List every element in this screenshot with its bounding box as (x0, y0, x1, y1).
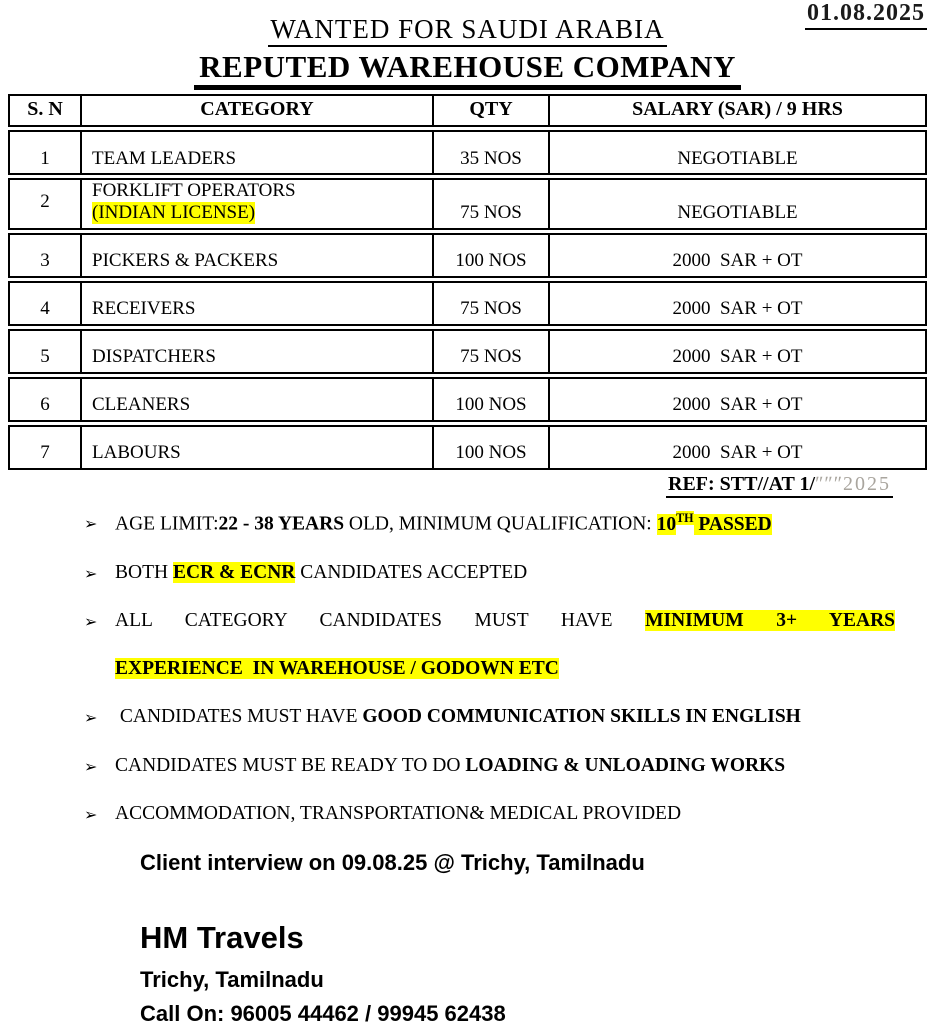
cell-serial: 7 (40, 442, 50, 464)
cell-category (80, 379, 432, 420)
bullet-arrow-icon: ➢ (84, 756, 98, 776)
bullet-line (115, 609, 895, 632)
cell-serial: 1 (40, 147, 50, 169)
cell-qty: 75 NOS (432, 331, 548, 372)
interview-line: Client interview on 09.08.25 @ Trichy, Tamilnadu (140, 850, 645, 876)
bullet-segment: AGE LIMIT: (115, 513, 219, 535)
bullet-line (115, 802, 895, 825)
bullet-arrow-icon: ➢ (84, 514, 98, 534)
bullet-text (115, 609, 895, 680)
table-header-cell: SALARY (SAR) / 9 HRS (548, 96, 925, 125)
bullet-list (84, 511, 895, 825)
bullet-item (84, 561, 895, 584)
table-row (8, 329, 927, 374)
bullet-segment: CANDIDATES MUST BE READY TO DO (115, 754, 466, 776)
bullet-text (115, 511, 895, 536)
footer (140, 850, 935, 1027)
bullet-line (115, 561, 895, 584)
table-row (8, 281, 927, 326)
cell-serial: 2 (40, 191, 50, 213)
table-row (8, 377, 927, 422)
bullet-text (115, 754, 895, 777)
cell-qty: 75 NOS (432, 283, 548, 324)
ref-visible: REF: STT//AT 1/ (668, 473, 816, 496)
cell-category (80, 283, 432, 324)
cell-category (80, 132, 432, 173)
cell-salary: NEGOTIABLE (548, 180, 925, 228)
table-header-row (8, 94, 927, 127)
cell-salary: 2000 SAR + OT (548, 379, 925, 420)
bullet-segment: ACCOMMODATION, TRANSPORTATION& MEDICAL PROVIDED (115, 802, 682, 824)
date-stamp: 01.08.2025 (805, 0, 927, 30)
cell-category (80, 235, 432, 276)
bullet-segment: BOTH (115, 561, 173, 583)
cell-salary: 2000 SAR + OT (548, 283, 925, 324)
cell-qty: 100 NOS (432, 235, 548, 276)
bullet-item (84, 705, 895, 728)
bullet-text (115, 561, 895, 584)
cell-qty: 35 NOS (432, 132, 548, 173)
cell-qty: 100 NOS (432, 379, 548, 420)
cell-category (80, 180, 432, 228)
bullet-line (115, 754, 895, 777)
category-name: DISPATCHERS (92, 346, 216, 368)
cell-serial: 3 (40, 250, 50, 272)
cell-salary: 2000 SAR + OT (548, 235, 925, 276)
table-header-cell: S. N (27, 98, 63, 121)
bullet-segment: MINIMUM 3+ YEARS (645, 610, 895, 632)
bullet-segment: 10 (656, 513, 677, 535)
cell-salary: 2000 SAR + OT (548, 331, 925, 372)
bullet-text (115, 705, 895, 728)
bullet-line (115, 705, 895, 728)
bullet-arrow-icon: ➢ (84, 804, 98, 824)
bullet-segment: ALL CATEGORY CANDIDATES MUST HAVE (115, 610, 646, 632)
category-name: TEAM LEADERS (92, 147, 237, 169)
title-line-1 (0, 15, 935, 47)
bullet-segment: TH (676, 511, 694, 526)
cell-salary: NEGOTIABLE (548, 132, 925, 173)
bullet-text (115, 802, 895, 825)
bullet-segment: CANDIDATES ACCEPTED (295, 561, 528, 583)
bullet-segment: PASSED (693, 513, 772, 535)
ref-text (666, 473, 893, 498)
bullet-segment: OLD, MINIMUM QUALIFICATION: (344, 513, 657, 535)
agency-location: Trichy, Tamilnadu (140, 967, 324, 993)
category-name: RECEIVERS (92, 298, 196, 320)
category-name: PICKERS & PACKERS (92, 250, 279, 272)
bullet-segment: EXPERIENCE IN WAREHOUSE / GODOWN ETC (115, 657, 559, 679)
cell-salary: 2000 SAR + OT (548, 427, 925, 468)
bullet-segment: 22 - 38 YEARS (218, 513, 345, 535)
bullet-item (84, 609, 895, 680)
bullet-segment: CANDIDATES MUST HAVE (115, 706, 363, 728)
cell-serial: 4 (40, 298, 50, 320)
bullet-item (84, 754, 895, 777)
bullet-item (84, 511, 895, 536)
cell-qty: 75 NOS (432, 180, 548, 228)
bullet-arrow-icon: ➢ (84, 708, 98, 728)
cell-qty: 100 NOS (432, 427, 548, 468)
agency-phone: Call On: 96005 44462 / 99945 62438 (140, 1001, 506, 1027)
table-row (8, 178, 927, 230)
table-row (8, 425, 927, 470)
job-table (8, 94, 927, 470)
cell-serial: 5 (40, 346, 50, 368)
bullet-arrow-icon: ➢ (84, 563, 98, 583)
cell-category (80, 331, 432, 372)
bullet-segment: GOOD COMMUNICATION SKILLS IN ENGLISH (362, 706, 801, 728)
title-wanted: WANTED FOR SAUDI ARABIA (268, 15, 666, 47)
bullet-arrow-icon: ➢ (84, 612, 98, 632)
title-line-2 (0, 50, 935, 91)
agency-name: HM Travels (140, 920, 304, 956)
cell-category (80, 427, 432, 468)
table-row (8, 130, 927, 175)
ref-line (0, 473, 893, 496)
table-row (8, 233, 927, 278)
bullet-line (115, 511, 895, 536)
category-name: LABOURS (92, 442, 181, 464)
category-name: FORKLIFT OPERATORS (92, 180, 296, 202)
bullet-line (115, 657, 895, 680)
ref-faded: ʺʺʺ2025 (815, 473, 891, 496)
bullet-segment: ECR & ECNR (172, 561, 296, 583)
bullet-item (84, 802, 895, 825)
bullet-segment: LOADING & UNLOADING WORKS (465, 754, 786, 776)
table-header-cell: QTY (432, 96, 548, 125)
table-header-cell: CATEGORY (80, 96, 432, 125)
category-name: CLEANERS (92, 394, 191, 416)
category-note-highlighted: (INDIAN LICENSE) (92, 202, 256, 224)
title-company: REPUTED WAREHOUSE COMPANY (194, 50, 741, 91)
cell-serial: 6 (40, 394, 50, 416)
